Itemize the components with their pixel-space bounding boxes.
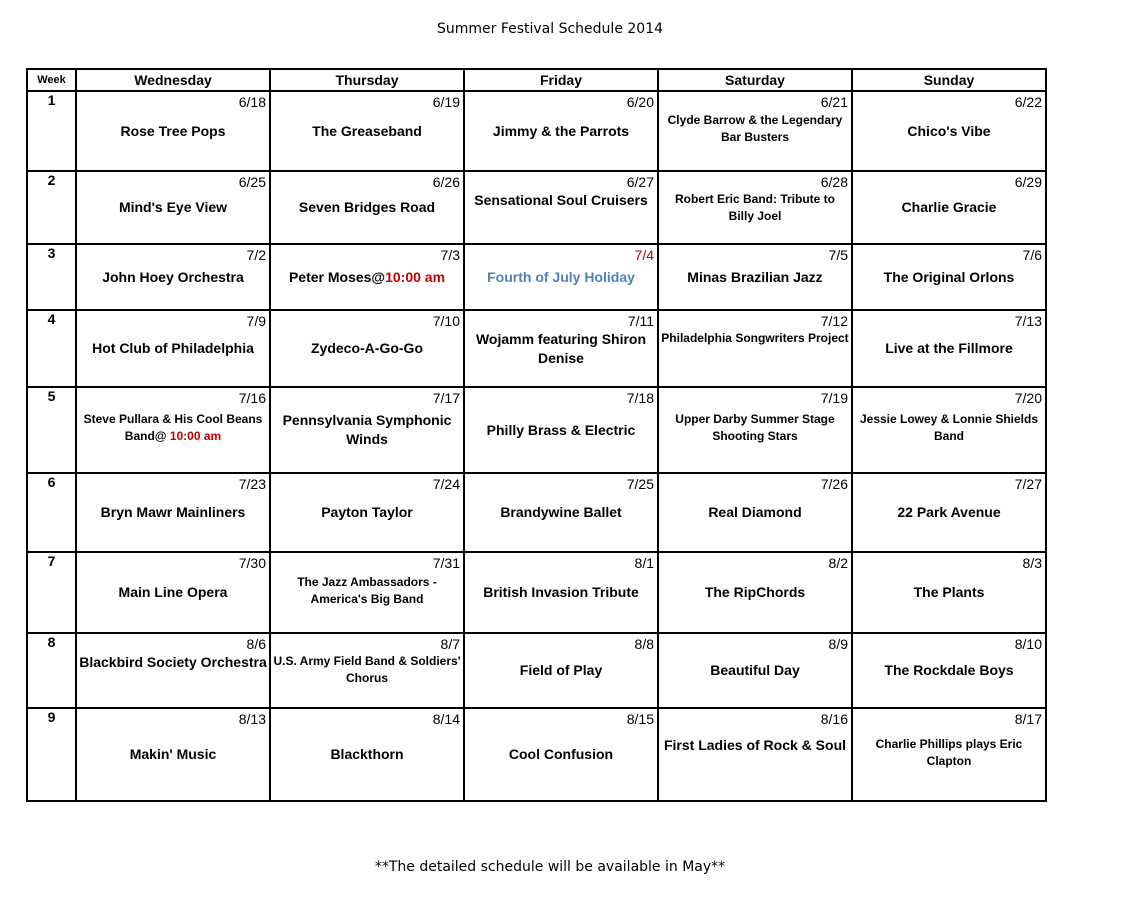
event-date: 8/15: [626, 711, 654, 727]
event-time: 10:00 am: [385, 269, 446, 285]
event-name: [853, 572, 1045, 602]
event-date: 8/8: [634, 636, 654, 652]
schedule-cell-saturday: [658, 244, 852, 310]
schedule-cell-saturday: [658, 310, 852, 387]
event-name: [853, 407, 1045, 445]
schedule-cell-saturday: [658, 552, 852, 633]
event-date: 6/21: [820, 94, 848, 110]
event-date: 6/27: [626, 174, 654, 190]
event-date: 8/6: [246, 636, 266, 652]
week-number: 4: [27, 310, 76, 387]
schedule-cell-thursday: [270, 387, 464, 473]
event-name: [271, 572, 463, 608]
week-number: 9: [27, 708, 76, 801]
event-name: [77, 264, 269, 287]
event-date: 7/9: [246, 313, 266, 329]
event-name-text: The Plants: [913, 584, 985, 600]
header-friday: Friday: [464, 69, 658, 91]
schedule-cell-sunday: [852, 708, 1046, 801]
schedule-cell-friday: [464, 91, 658, 171]
event-name: [465, 572, 657, 602]
schedule-cell-friday: [464, 310, 658, 387]
event-name-text: Payton Taylor: [321, 504, 413, 520]
week-number: 6: [27, 473, 76, 552]
schedule-table: [26, 68, 1047, 802]
schedule-cell-sunday: [852, 171, 1046, 244]
event-date: 7/13: [1014, 313, 1042, 329]
footer-note: **The detailed schedule will be available in May**: [374, 859, 726, 875]
event-date: 7/4: [634, 247, 654, 263]
event-name: [77, 407, 269, 445]
event-name: [465, 191, 657, 210]
event-name: [271, 653, 463, 687]
schedule-cell-wednesday: [76, 708, 270, 801]
event-name: [659, 330, 851, 347]
event-name: [853, 111, 1045, 141]
event-name: [271, 191, 463, 217]
event-name: [853, 191, 1045, 217]
event-name-text: Philadelphia Songwriters Project: [661, 331, 849, 345]
event-name: [77, 493, 269, 522]
schedule-cell-thursday: [270, 633, 464, 708]
event-date: 7/25: [626, 476, 654, 492]
event-date: 7/23: [238, 476, 266, 492]
schedule-cell-sunday: [852, 387, 1046, 473]
event-name-text: Pennsylvania Symphonic Winds: [282, 412, 452, 447]
schedule-cell-wednesday: [76, 91, 270, 171]
event-name-text: Real Diamond: [708, 504, 802, 520]
schedule-cell-sunday: [852, 473, 1046, 552]
event-name: [465, 493, 657, 522]
event-name-text: Field of Play: [519, 662, 603, 678]
header-week: Week: [27, 69, 76, 91]
schedule-cell-thursday: [270, 708, 464, 801]
event-date: 7/26: [820, 476, 848, 492]
event-date: 6/20: [626, 94, 654, 110]
event-name-text: The Jazz Ambassadors - America's Big Band: [297, 575, 437, 606]
table-row: [27, 708, 1046, 801]
page-title: Summer Festival Schedule 2014: [436, 21, 664, 37]
event-name: [271, 330, 463, 358]
schedule-cell-thursday: [270, 552, 464, 633]
event-name-text: 22 Park Avenue: [897, 504, 1001, 520]
schedule-cell-sunday: [852, 552, 1046, 633]
event-name-text: Brandywine Ballet: [500, 504, 622, 520]
event-name: [271, 111, 463, 141]
table-row: [27, 171, 1046, 244]
event-name-text: Sensational Soul Cruisers: [474, 192, 648, 208]
schedule-cell-sunday: [852, 244, 1046, 310]
event-name: [77, 191, 269, 217]
schedule-cell-saturday: [658, 387, 852, 473]
event-date: 8/14: [432, 711, 460, 727]
event-name-text: Clyde Barrow & the Legendary Bar Busters: [667, 113, 843, 144]
event-name-text: Blackthorn: [330, 746, 404, 762]
event-name-text: Cool Confusion: [508, 746, 614, 762]
event-name: [271, 264, 463, 287]
schedule-cell-friday: [464, 244, 658, 310]
event-name: [77, 111, 269, 141]
event-name-text: Steve Pullara & His Cool Beans Band@: [83, 412, 263, 443]
event-name-text: Philly Brass & Electric: [486, 422, 636, 438]
event-date: 6/29: [1014, 174, 1042, 190]
event-date: 7/19: [820, 390, 848, 406]
event-name-text: Wojamm featuring Shiron Denise: [475, 331, 647, 366]
event-name-text: Upper Darby Summer Stage Shooting Stars: [675, 412, 835, 443]
event-name-text: The Greaseband: [312, 123, 422, 139]
event-name-text: The Rockdale Boys: [884, 662, 1014, 678]
event-name-text: Minas Brazilian Jazz: [687, 269, 823, 285]
schedule-cell-saturday: [658, 91, 852, 171]
table-row: [27, 473, 1046, 552]
schedule-cell-sunday: [852, 91, 1046, 171]
event-name: [465, 111, 657, 141]
event-name: [853, 728, 1045, 770]
event-date: 6/26: [432, 174, 460, 190]
event-date: 8/17: [1014, 711, 1042, 727]
event-date: 7/30: [238, 555, 266, 571]
schedule-cell-wednesday: [76, 310, 270, 387]
schedule-cell-thursday: [270, 91, 464, 171]
event-name: [659, 728, 851, 755]
event-name-text: Live at the Fillmore: [885, 340, 1013, 356]
event-name-text: British Invasion Tribute: [483, 584, 639, 600]
event-name-text: Rose Tree Pops: [120, 123, 226, 139]
table-row: [27, 552, 1046, 633]
event-name: [77, 653, 269, 672]
event-name: [659, 572, 851, 602]
event-name-text: Mind's Eye View: [118, 199, 228, 215]
event-date: 7/10: [432, 313, 460, 329]
event-name: [271, 493, 463, 522]
event-name: [77, 728, 269, 764]
schedule-cell-friday: [464, 552, 658, 633]
schedule-cell-wednesday: [76, 552, 270, 633]
week-number: 3: [27, 244, 76, 310]
event-date: 6/19: [432, 94, 460, 110]
event-name-text: Fourth of July Holiday: [487, 269, 635, 285]
schedule-cell-saturday: [658, 171, 852, 244]
event-date: 7/24: [432, 476, 460, 492]
event-time: 10:00 am: [169, 429, 222, 443]
event-name-text: Beautiful Day: [710, 662, 800, 678]
event-name-text: Peter Moses@: [288, 269, 386, 285]
schedule-cell-wednesday: [76, 633, 270, 708]
event-name-text: Charlie Gracie: [901, 199, 997, 215]
event-date: 7/3: [440, 247, 460, 263]
event-name: [659, 191, 851, 225]
event-name-text: The Original Orlons: [883, 269, 1015, 285]
schedule-cell-wednesday: [76, 473, 270, 552]
event-name: [659, 493, 851, 522]
schedule-cell-sunday: [852, 633, 1046, 708]
schedule-cell-wednesday: [76, 244, 270, 310]
event-date: 7/2: [246, 247, 266, 263]
event-name-text: Zydeco-A-Go-Go: [311, 340, 423, 356]
event-date: 7/31: [432, 555, 460, 571]
event-name: [465, 407, 657, 440]
event-date: 7/27: [1014, 476, 1042, 492]
event-name-text: Robert Eric Band: Tribute to Billy Joel: [674, 192, 835, 223]
schedule-cell-friday: [464, 387, 658, 473]
header-sunday: Sunday: [852, 69, 1046, 91]
event-name-text: Hot Club of Philadelphia: [92, 340, 254, 356]
event-date: 8/13: [238, 711, 266, 727]
event-name: [659, 111, 851, 146]
schedule-cell-saturday: [658, 473, 852, 552]
event-date: 8/2: [828, 555, 848, 571]
event-date: 7/16: [238, 390, 266, 406]
event-date: 8/1: [634, 555, 654, 571]
table-row: [27, 91, 1046, 171]
event-name: [853, 493, 1045, 522]
event-name: [77, 330, 269, 358]
event-name: [77, 572, 269, 602]
event-date: 6/18: [238, 94, 266, 110]
event-date: 8/3: [1022, 555, 1042, 571]
header-row: [27, 69, 1046, 91]
event-name: [465, 264, 657, 287]
event-date: 7/6: [1022, 247, 1042, 263]
event-date: 8/16: [820, 711, 848, 727]
event-name: [853, 264, 1045, 287]
event-date: 7/18: [626, 390, 654, 406]
event-name: [659, 407, 851, 445]
event-name: [659, 653, 851, 680]
header-wednesday: Wednesday: [76, 69, 270, 91]
event-name-text: Seven Bridges Road: [298, 199, 436, 215]
table-row: [27, 244, 1046, 310]
header-thursday: Thursday: [270, 69, 464, 91]
week-number: 1: [27, 91, 76, 171]
event-name: [271, 728, 463, 764]
event-name: [853, 330, 1045, 358]
week-number: 2: [27, 171, 76, 244]
event-date: 7/17: [432, 390, 460, 406]
week-number: 5: [27, 387, 76, 473]
event-name-text: Main Line Opera: [118, 584, 228, 600]
schedule-cell-friday: [464, 171, 658, 244]
event-name-text: First Ladies of Rock & Soul: [663, 737, 847, 753]
event-name-text: Blackbird Society Orchestra: [79, 654, 267, 670]
schedule-cell-wednesday: [76, 387, 270, 473]
event-date: 6/25: [238, 174, 266, 190]
event-date: 8/9: [828, 636, 848, 652]
table-row: [27, 633, 1046, 708]
schedule-cell-thursday: [270, 310, 464, 387]
event-name-text: Bryn Mawr Mainliners: [100, 504, 246, 520]
event-date: 6/28: [820, 174, 848, 190]
event-date: 7/11: [627, 313, 654, 329]
week-number: 8: [27, 633, 76, 708]
schedule-cell-friday: [464, 473, 658, 552]
event-name-text: Makin' Music: [129, 746, 217, 762]
event-name: [465, 330, 657, 368]
event-name: [271, 407, 463, 449]
event-date: 8/10: [1014, 636, 1042, 652]
schedule-cell-thursday: [270, 171, 464, 244]
event-name-text: John Hoey Orchestra: [102, 269, 244, 285]
table-row: [27, 387, 1046, 473]
event-date: 7/5: [828, 247, 848, 263]
schedule-cell-wednesday: [76, 171, 270, 244]
event-name-text: The RipChords: [704, 584, 806, 600]
header-saturday: Saturday: [658, 69, 852, 91]
week-number: 7: [27, 552, 76, 633]
schedule-cell-thursday: [270, 244, 464, 310]
event-date: 7/20: [1014, 390, 1042, 406]
event-name: [853, 653, 1045, 680]
schedule-cell-thursday: [270, 473, 464, 552]
schedule-cell-saturday: [658, 633, 852, 708]
event-name-text: Jessie Lowey & Lonnie Shields Band: [859, 412, 1039, 443]
event-date: 6/22: [1014, 94, 1042, 110]
table-row: [27, 310, 1046, 387]
event-name-text: Charlie Phillips plays Eric Clapton: [875, 737, 1023, 768]
event-name: [465, 728, 657, 764]
event-name-text: Chico's Vibe: [907, 123, 991, 139]
schedule-cell-friday: [464, 633, 658, 708]
event-date: 8/7: [440, 636, 460, 652]
event-date: 7/12: [820, 313, 848, 329]
event-name-text: U.S. Army Field Band & Soldiers' Chorus: [273, 654, 461, 685]
schedule-cell-friday: [464, 708, 658, 801]
event-name: [659, 264, 851, 287]
schedule-cell-saturday: [658, 708, 852, 801]
event-name-text: Jimmy & the Parrots: [492, 123, 630, 139]
schedule-cell-sunday: [852, 310, 1046, 387]
event-name: [465, 653, 657, 680]
